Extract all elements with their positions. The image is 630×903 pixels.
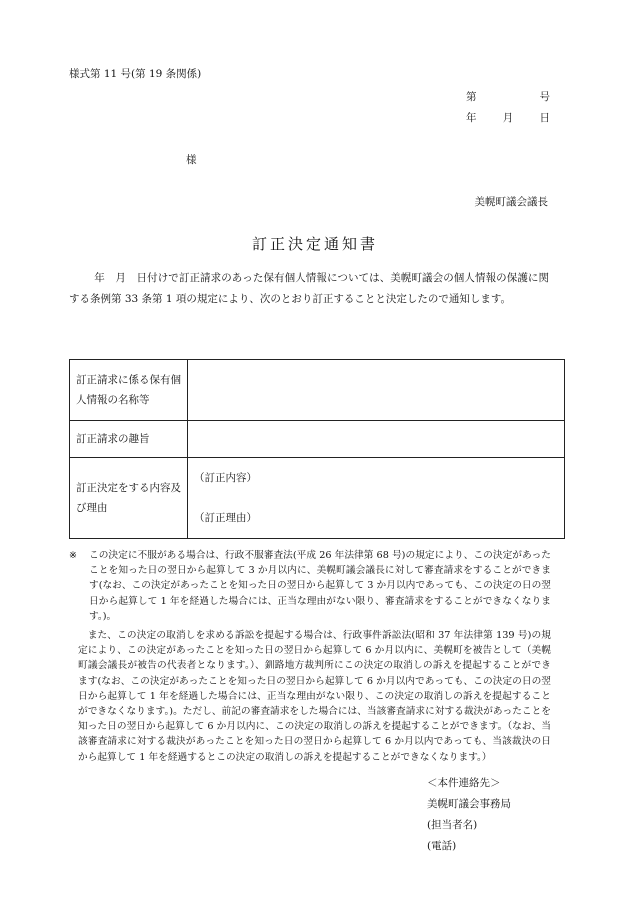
row-label-request-purpose: 訂正請求の趣旨 (70, 421, 188, 458)
row-label-info-name: 訂正請求に係る保有個人情報の名称等 (70, 360, 188, 421)
date-month: 月 (502, 112, 514, 124)
date-day: 日 (539, 112, 550, 124)
document-title: 訂正決定通知書 (251, 235, 378, 253)
contact-block (427, 773, 511, 857)
document-date (466, 110, 550, 127)
note-lawsuit: また、この決定の取消しを求める訴訟を提起する場合は、行政事件訴訟法(昭和 37 年法律第 139 号)の規定により、この決定があったことを知った日の翌日から起算して 6 か月以内に、美幌町を被告として（美幌町議会議長が被告の代表者となります。）、釧路地方裁判所にこの決定の取消しの訴えを提起することができます(なお、この決定があったことを知った日の翌日から起算して 6 か月以内であっても、この決定の日の翌日から起算して 1 年を経過した場合には、正当な理由がない限り、この決定の取消しの訴えを提起することができなくなります。)。ただし、前記の審査請求をした場合には、当該審査請求に対する裁決があったことを知った日の翌日から起算して 6 か月以内に、この決定の取消しの訴えを提起することができます。（なお、当該審査請求に対する裁決があったことを知った日の翌日から起算して 6 か月以内であっても、当該裁決の日から起算して 1 年を経過するとこの決定の取消しの訴えを提起することができなくなります。） (78, 630, 551, 763)
contact-phone: (電話) (427, 840, 457, 852)
number-suffix: 号 (539, 91, 550, 103)
row-label-decision-content: 訂正決定をする内容及び理由 (70, 458, 188, 539)
table-row (70, 421, 565, 458)
number-prefix: 第 (466, 91, 477, 103)
contact-office: 美幌町議会事務局 (427, 798, 511, 810)
row-value-request-purpose (188, 421, 565, 458)
contact-heading: ＜本件連絡先＞ (427, 777, 501, 789)
decision-table (69, 359, 565, 539)
body-paragraph: 年 月 日付けで訂正請求のあった保有個人情報については、美幌町議会の個人情報の保護に関する条例第 33 条第 1 項の規定により、次のとおり訂正することと決定したので通知します。 (69, 272, 549, 305)
document-number (466, 89, 550, 106)
addressee: 様 (186, 154, 197, 166)
correction-content-label: （訂正内容） (194, 472, 257, 484)
table-row (70, 458, 565, 539)
correction-reason-label: （訂正理由） (194, 512, 257, 524)
row-value-info-name (188, 360, 565, 421)
note-mark: ※ (69, 550, 78, 561)
issuer: 美幌町議会議長 (474, 196, 548, 208)
row-value-decision-content (188, 458, 565, 539)
notes (69, 548, 551, 765)
contact-person: (担当者名) (427, 819, 478, 831)
note-appeal: この決定に不服がある場合は、行政不服審査法(平成 26 年法律第 68 号)の規定により、この決定があったことを知った日の翌日から起算して 3 か月以内に、美幌町議会議長に対して審査請求をすることができます(なお、この決定があったことを知った日の翌日から起算して 3 か月以内であっても、この決定の日の翌日から起算して 1 年を経過した場合には、正当な理由がない限り、審査請求をすることができなくなります。)。 (89, 550, 551, 622)
table-row (70, 360, 565, 421)
form-label: 様式第 11 号(第 19 条関係) (69, 68, 202, 80)
date-year: 年 (466, 112, 477, 124)
